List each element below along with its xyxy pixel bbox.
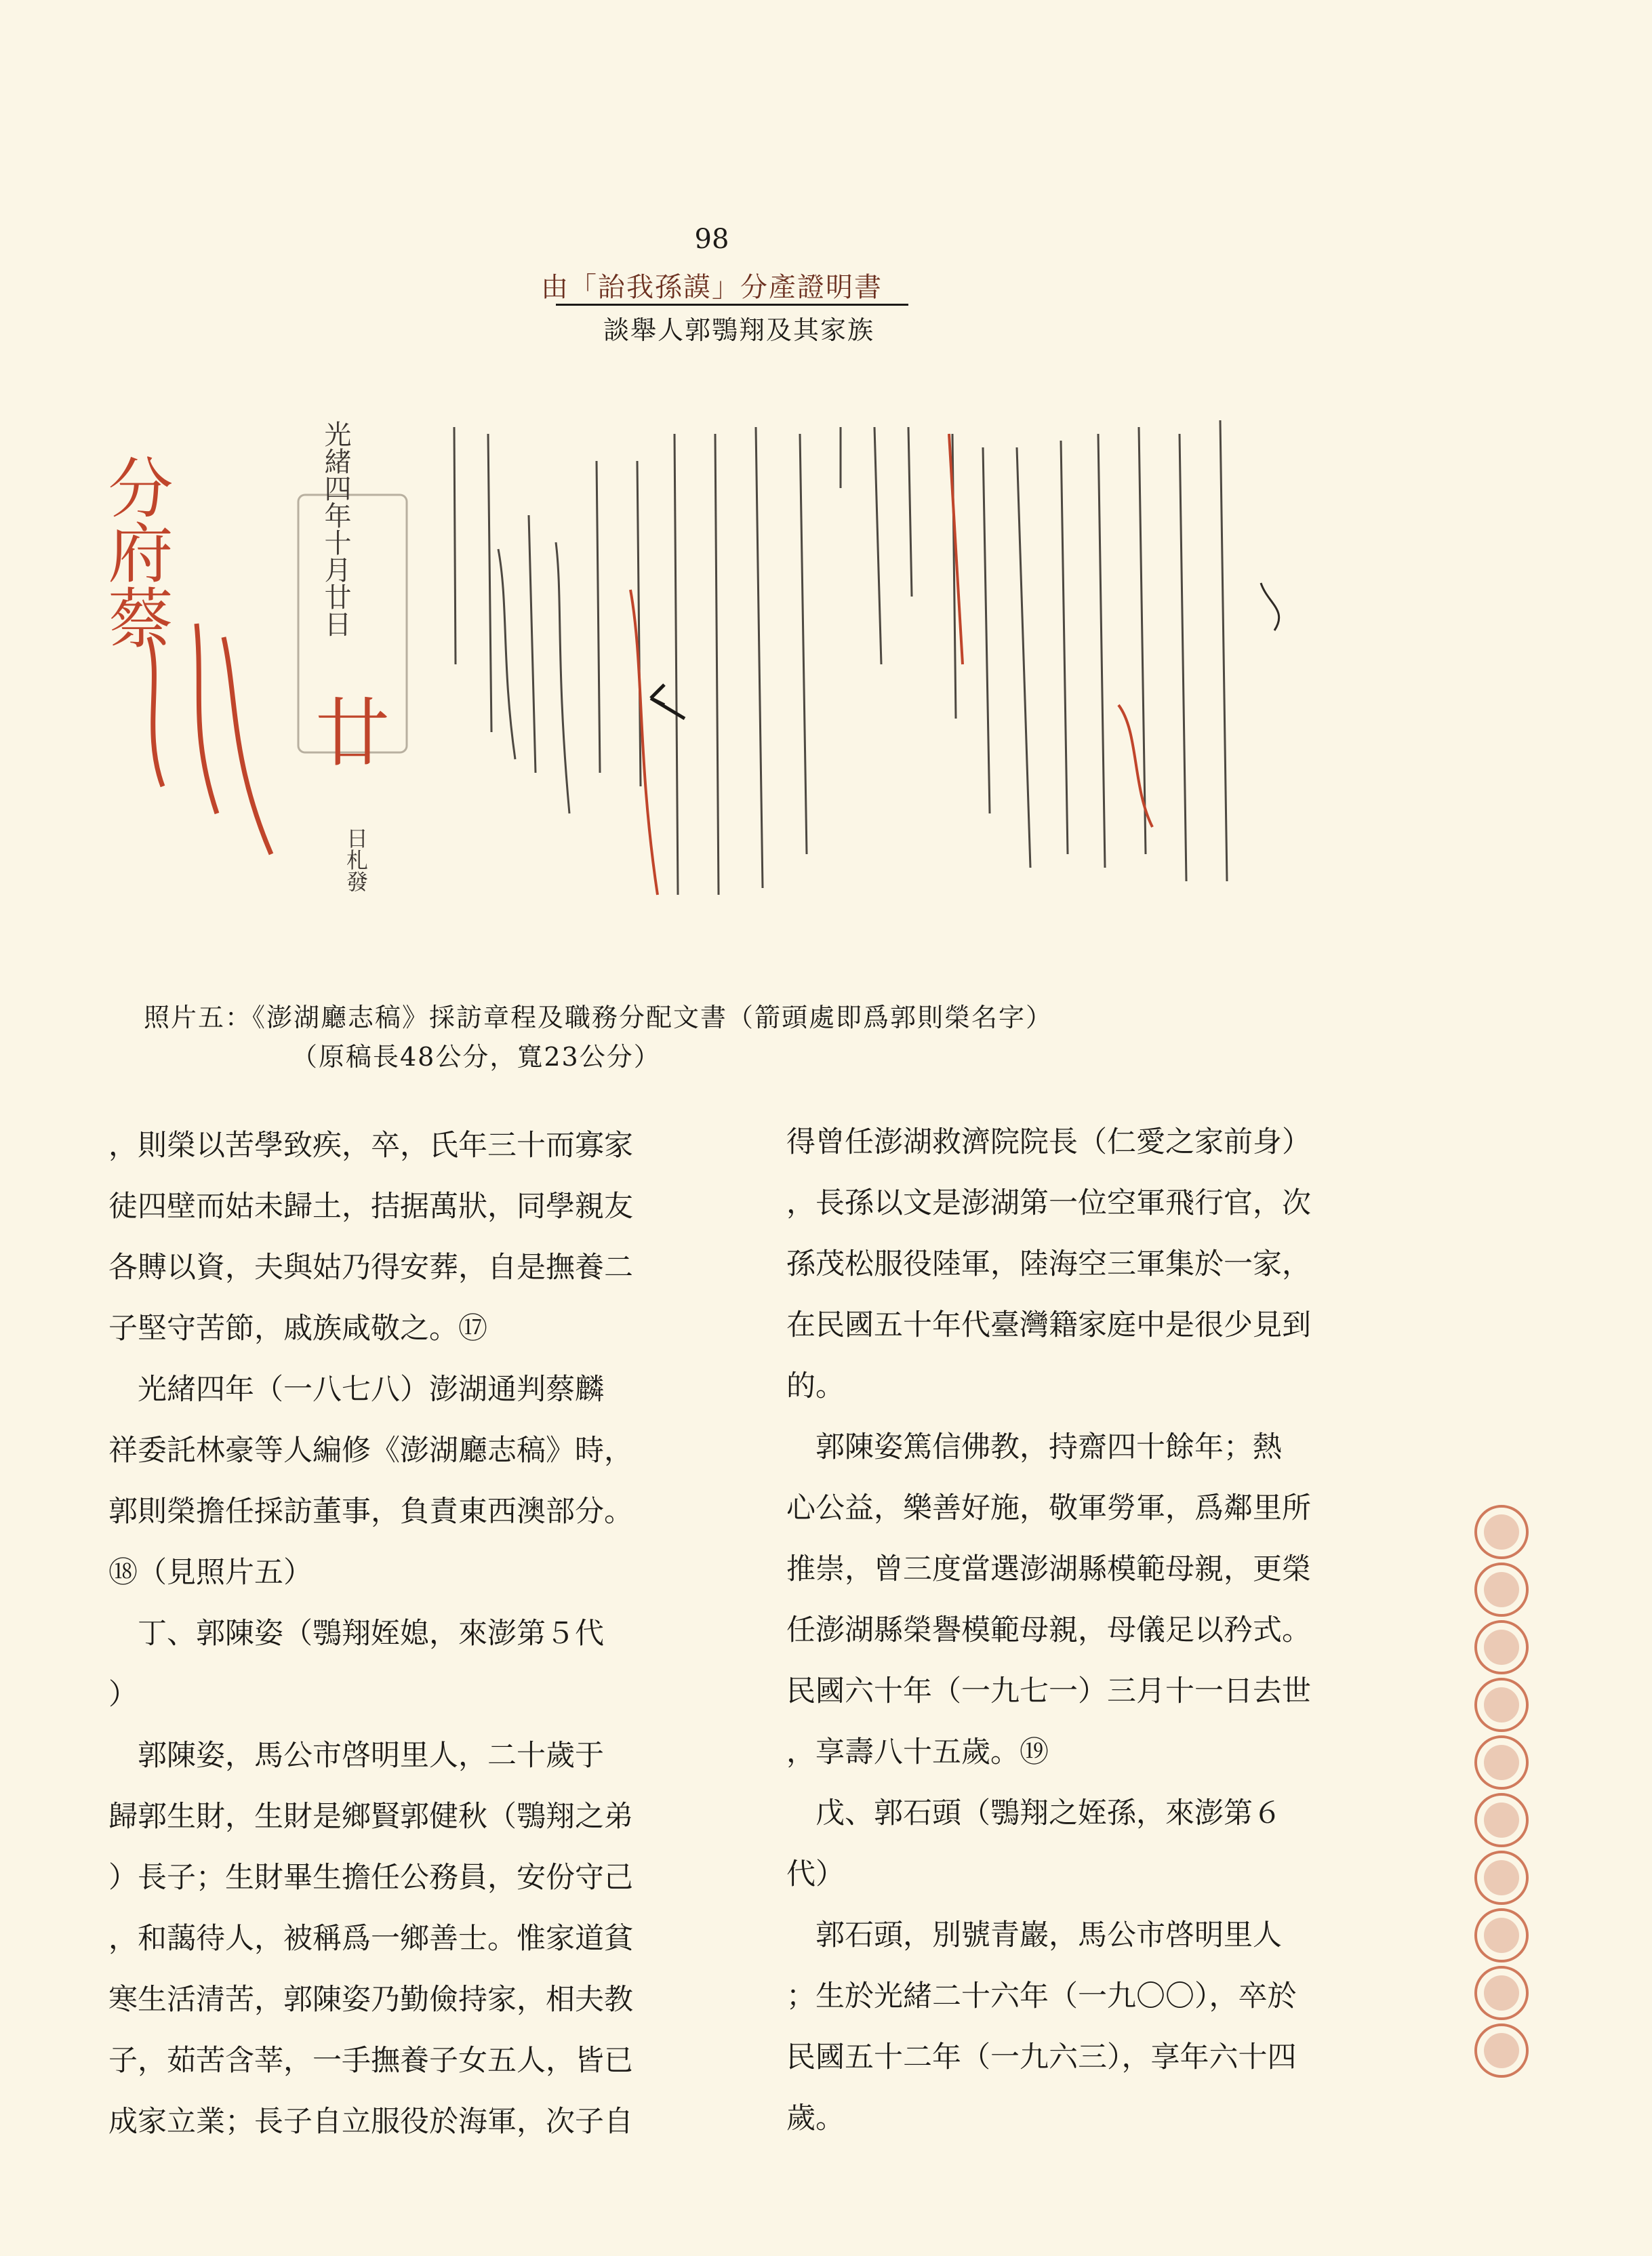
- body-line: 徒四壁而姑未歸土，拮据萬狀，同學親友: [108, 1190, 633, 1224]
- body-line: ）: [108, 1678, 138, 1712]
- body-line: ，則榮以苦學致疾，卒，氏年三十而寡家: [108, 1129, 633, 1163]
- header-rule: [556, 304, 908, 306]
- body-line: 子，茹苦含莘，一手撫養子女五人，皆已: [108, 2044, 633, 2078]
- arrow-mark: [651, 685, 685, 719]
- body-line: 的。: [786, 1369, 845, 1403]
- body-line: ，和藹待人，被稱爲一鄉善士。惟家道貧: [108, 1922, 633, 1956]
- photo-caption-line1: 照片五：《澎湖廳志稿》採訪章程及職務分配文書（箭頭處即爲郭則榮名字）: [144, 1003, 1053, 1032]
- body-line: 寒生活清苦，郭陳姿乃勤儉持家，相夫教: [108, 1983, 633, 2017]
- body-line: ⑱（見照片五）: [108, 1556, 313, 1590]
- header-subtitle: 談舉人郭鶚翔及其家族: [603, 315, 874, 345]
- body-line: 郭陳姿篤信佛教，持齋四十餘年；熱: [786, 1430, 1282, 1464]
- body-line: 成家立業；長子自立服役於海軍，次子自: [108, 2105, 633, 2139]
- body-line: 孫茂松服役陸軍，陸海空三軍集於一家，: [786, 1247, 1311, 1281]
- body-line: 民國六十年（一九七一）三月十一日去世: [786, 1674, 1311, 1708]
- photo-caption-line2: （原稿長48公分，寬23公分）: [291, 1042, 661, 1072]
- historical-document-photo: [98, 380, 1288, 969]
- page-number: 98: [694, 224, 729, 255]
- body-column-right: [786, 1112, 1363, 2149]
- body-line: 子堅守苦節，戚族咸敬之。⑰: [108, 1312, 487, 1346]
- body-line: 推崇，曾三度當選澎湖縣模範母親，更榮: [786, 1552, 1311, 1586]
- body-line: ；生於光緒二十六年（一九〇〇），卒於: [786, 1979, 1297, 2013]
- body-line: ，享壽八十五歲。⑲: [786, 1735, 1049, 1769]
- date-day: 廿: [315, 690, 390, 777]
- body-line: 歸郭生財，生財是鄉賢郭健秋（鶚翔之弟: [108, 1800, 633, 1834]
- body-line: 各賻以資，夫與姑乃得安葬，自是撫養二: [108, 1251, 633, 1285]
- body-column-left: [108, 1115, 685, 2152]
- body-line: 郭則榮擔任採訪董事，負責東西澳部分。: [108, 1495, 633, 1529]
- signature-large: 分府蔡: [98, 454, 174, 649]
- date-column: 光緒四年十月廿日: [320, 420, 351, 637]
- body-line: 代）: [786, 1857, 845, 1891]
- seal-column-decoration: [1464, 1505, 1539, 2088]
- body-line: 歲。: [786, 2101, 845, 2135]
- body-line: 光緒四年（一八七八）澎湖通判蔡麟: [108, 1373, 604, 1407]
- body-line: ）長子；生財畢生擔任公務員，安份守己: [108, 1861, 633, 1895]
- body-line: 在民國五十年代臺灣籍家庭中是很少見到: [786, 1308, 1311, 1342]
- body-line: 心公益，樂善好施，敬軍勞軍，爲鄰里所: [786, 1491, 1311, 1525]
- note-bottom: 日札發: [343, 827, 369, 892]
- header-title: 由「詒我孫謨」分產證明書: [541, 272, 883, 303]
- body-line: 丁、郭陳姿（鶚翔姪媳，來澎第５代: [108, 1617, 604, 1651]
- body-line: 得曾任澎湖救濟院院長（仁愛之家前身）: [786, 1125, 1311, 1159]
- body-line: 任澎湖縣榮譽模範母親，母儀足以矜式。: [786, 1613, 1311, 1647]
- body-line: 戊、郭石頭（鶚翔之姪孫，來澎第６: [786, 1796, 1282, 1830]
- body-line: 民國五十二年（一九六三），享年六十四: [786, 2040, 1297, 2074]
- body-line: 郭石頭，別號青巖，馬公市啓明里人: [786, 1918, 1282, 1952]
- body-line: 郭陳姿，馬公市啓明里人，二十歲于: [108, 1739, 604, 1773]
- body-line: 祥委託林豪等人編修《澎湖廳志稿》時，: [108, 1434, 633, 1468]
- body-line: ，長孫以文是澎湖第一位空軍飛行官，次: [786, 1186, 1311, 1220]
